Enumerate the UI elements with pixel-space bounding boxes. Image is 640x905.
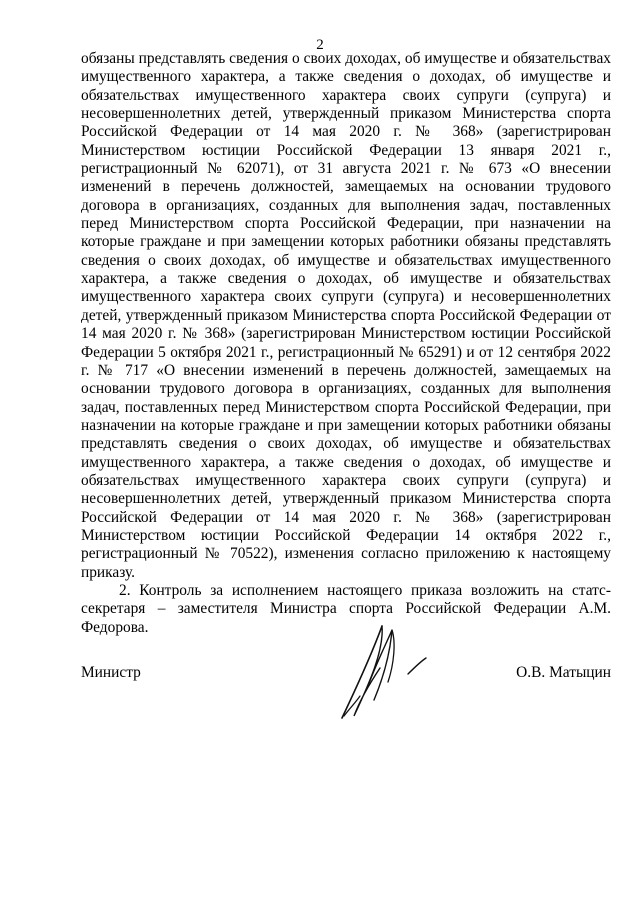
document-body <box>81 50 611 637</box>
paragraph-control-clause: 2. Контроль за исполнением настоящего приказа возложить на статс-секретаря – заместителя Министра спорта Российской Федерации А.М. Федорова. <box>81 581 611 636</box>
signer-name: О.В. Матыцин <box>516 664 611 681</box>
signature-block <box>81 664 611 686</box>
signer-title: Министр <box>81 664 141 681</box>
page-number: 2 <box>316 37 324 53</box>
paragraph-continuation: обязаны представлять сведения о своих доходах, об имуществе и обязательствах имущественного характера, а также сведения о доходах, об имуществе и обязательствах имущественного характера своих супруги (супруга) и несовершеннолетних детей, утвержденный приказом Министерства спорта Российской Федерации от 14 мая 2020 г. № 368» (зарегистрирован Министерством юстиции Российской Федерации 13 января 2021 г., регистрационный № 62071), от 31 августа 2021 г. № 673 «О внесении изменений в перечень должностей, замещаемых на основании трудового договора в организациях, созданных для выполнения задач, поставленных перед Министерством спорта Российской Федерации, при назначении на которые граждане и при замещении которых работники обязаны представлять сведения о своих доходах, об имуществе и обязательствах имущественного характера, а также сведения о доходах, об имуществе и обязательствах имущественного характера своих супруги (супруга) и несовершеннолетних детей, утвержденный приказом Министерства спорта Российской Федерации от 14 мая 2020 г. № 368» (зарегистрирован Министерством юстиции Российской Федерации 5 октября 2021 г., регистрационный № 65291) и от 12 сентября 2022 г. № 717 «О внесении изменений в перечень должностей, замещаемых на основании трудового договора в организациях, созданных для выполнения задач, поставленных перед Министерством спорта Российской Федерации, при назначении на которые граждане и при замещении которых работники обязаны представлять сведения о своих доходах, об имуществе и обязательствах имущественного характера, а также сведения о доходах, об имуществе и обязательствах имущественного характера своих супруги (супруга) и несовершеннолетних детей, утвержденный приказом Министерства спорта Российской Федерации от 14 мая 2020 г. № 368» (зарегистрирован Министерством юстиции Российской Федерации 14 октября 2022 г., регистрационный № 70522), изменения согласно приложению к настоящему приказу. <box>81 50 611 581</box>
